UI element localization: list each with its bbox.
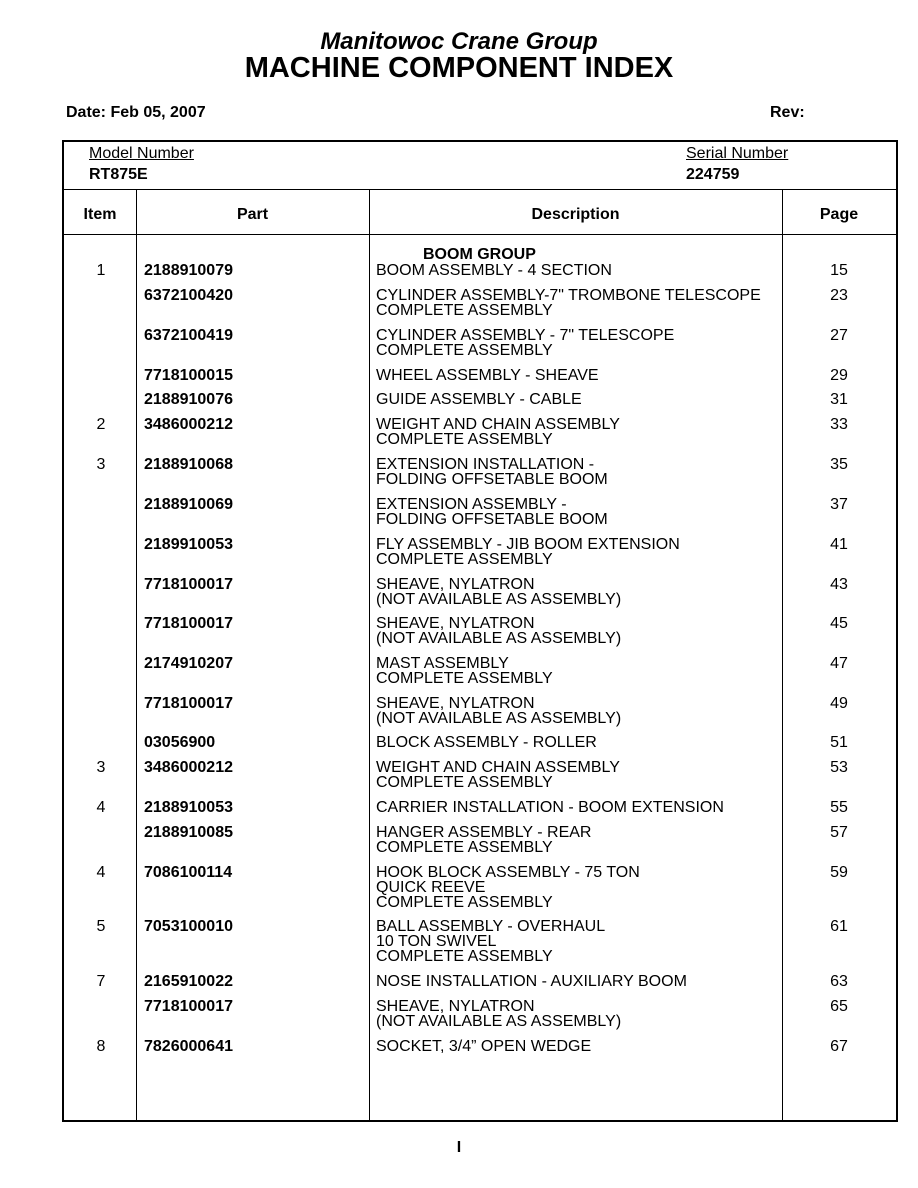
- row-description: [376, 825, 796, 855]
- model-number-label: Model Number: [89, 145, 194, 162]
- row-page-number: 15: [830, 262, 848, 279]
- row-page-number: 41: [830, 536, 848, 553]
- date-label: Date: Feb 05, 2007: [66, 104, 206, 121]
- model-number-value: RT875E: [89, 166, 148, 183]
- row-item-number: 1: [96, 262, 106, 279]
- row-description-line: EXTENSION INSTALLATION -: [376, 456, 595, 473]
- row-description: [376, 368, 796, 383]
- row-description: [376, 1039, 796, 1054]
- page-number: I: [456, 1139, 462, 1156]
- row-part-number: 2188910053: [144, 799, 233, 816]
- row-description: [376, 577, 796, 607]
- row-part-number: 7718100017: [144, 695, 233, 712]
- row-description-line: COMPLETE ASSEMBLY: [376, 839, 553, 856]
- row-description-line: 10 TON SWIVEL: [376, 933, 497, 950]
- row-page-number: 49: [830, 695, 848, 712]
- row-description-line: SHEAVE, NYLATRON: [376, 998, 535, 1015]
- serial-number-value: 224759: [686, 166, 740, 183]
- row-description: [376, 999, 796, 1029]
- row-page-number: 47: [830, 655, 848, 672]
- column-header-description: Description: [531, 206, 620, 223]
- row-part-number: 7053100010: [144, 918, 233, 935]
- row-page-number: 27: [830, 327, 848, 344]
- row-description-line: EXTENSION ASSEMBLY -: [376, 496, 567, 513]
- row-part-number: 2188910069: [144, 496, 233, 513]
- row-description-line: COMPLETE ASSEMBLY: [376, 551, 553, 568]
- row-description-line: FOLDING OFFSETABLE BOOM: [376, 471, 608, 488]
- row-description-line: WEIGHT AND CHAIN ASSEMBLY: [376, 416, 620, 433]
- column-header-page: Page: [819, 206, 859, 223]
- row-item-number: 2: [96, 416, 106, 433]
- row-description: [376, 616, 796, 646]
- column-divider: [369, 189, 370, 1120]
- row-part-number: 2188910079: [144, 262, 233, 279]
- row-part-number: 7718100017: [144, 576, 233, 593]
- row-description-line: SHEAVE, NYLATRON: [376, 576, 535, 593]
- row-description-line: COMPLETE ASSEMBLY: [376, 342, 553, 359]
- row-description-line: MAST ASSEMBLY: [376, 655, 509, 672]
- row-description-line: SHEAVE, NYLATRON: [376, 695, 535, 712]
- row-description-line: COMPLETE ASSEMBLY: [376, 948, 553, 965]
- row-item-number: 4: [96, 799, 106, 816]
- row-description-line: CYLINDER ASSEMBLY-7" TROMBONE TELESCOPE: [376, 287, 761, 304]
- row-description-line: HOOK BLOCK ASSEMBLY - 75 TON: [376, 864, 640, 881]
- row-description-line: BLOCK ASSEMBLY - ROLLER: [376, 734, 597, 751]
- row-description: [376, 735, 796, 750]
- row-description: [376, 328, 796, 358]
- row-part-number: 6372100420: [144, 287, 233, 304]
- row-description-line: CYLINDER ASSEMBLY - 7" TELESCOPE: [376, 327, 675, 344]
- row-page-number: 67: [830, 1038, 848, 1055]
- row-description-line: BALL ASSEMBLY - OVERHAUL: [376, 918, 606, 935]
- row-page-number: 23: [830, 287, 848, 304]
- row-description-line: (NOT AVAILABLE AS ASSEMBLY): [376, 1013, 622, 1030]
- row-part-number: 2189910053: [144, 536, 233, 553]
- row-part-number: 7718100017: [144, 615, 233, 632]
- row-part-number: 03056900: [144, 734, 216, 751]
- row-description-line: QUICK REEVE: [376, 879, 486, 896]
- row-description: [376, 537, 796, 567]
- column-header-part: Part: [236, 206, 269, 223]
- row-description-line: GUIDE ASSEMBLY - CABLE: [376, 391, 582, 408]
- row-description: [376, 457, 796, 487]
- model-divider: [64, 189, 896, 190]
- row-part-number: 7086100114: [144, 864, 233, 881]
- row-description: [376, 656, 796, 686]
- row-item-number: 7: [96, 973, 106, 990]
- company-name: Manitowoc Crane Group: [320, 28, 598, 55]
- row-description: [376, 263, 796, 278]
- row-description: [376, 288, 796, 318]
- row-part-number: 3486000212: [144, 759, 233, 776]
- row-item-number: 5: [96, 918, 106, 935]
- row-description-line: SHEAVE, NYLATRON: [376, 615, 535, 632]
- serial-number-label: Serial Number: [686, 145, 789, 162]
- row-page-number: 65: [830, 998, 848, 1015]
- row-description-line: WHEEL ASSEMBLY - SHEAVE: [376, 367, 599, 384]
- row-description: [376, 800, 796, 815]
- row-page-number: 63: [830, 973, 848, 990]
- row-description-line: FOLDING OFFSETABLE BOOM: [376, 511, 608, 528]
- row-part-number: 2174910207: [144, 655, 233, 672]
- group-title: BOOM GROUP: [423, 246, 536, 263]
- row-part-number: 7718100017: [144, 998, 233, 1015]
- row-page-number: 33: [830, 416, 848, 433]
- row-description-line: WEIGHT AND CHAIN ASSEMBLY: [376, 759, 620, 776]
- row-description: [376, 497, 796, 527]
- row-page-number: 55: [830, 799, 848, 816]
- header-divider: [64, 234, 896, 235]
- row-description-line: CARRIER INSTALLATION - BOOM EXTENSION: [376, 799, 724, 816]
- row-description: [376, 974, 796, 989]
- row-page-number: 29: [830, 367, 848, 384]
- row-item-number: 3: [96, 456, 106, 473]
- row-description: [376, 865, 796, 910]
- row-page-number: 43: [830, 576, 848, 593]
- row-description: [376, 919, 796, 964]
- row-part-number: 2188910076: [144, 391, 233, 408]
- document-title: MACHINE COMPONENT INDEX: [244, 52, 674, 84]
- row-part-number: 2188910068: [144, 456, 233, 473]
- row-description-line: (NOT AVAILABLE AS ASSEMBLY): [376, 591, 622, 608]
- row-description-line: COMPLETE ASSEMBLY: [376, 894, 553, 911]
- row-item-number: 8: [96, 1038, 106, 1055]
- row-description-line: HANGER ASSEMBLY - REAR: [376, 824, 592, 841]
- row-description-line: SOCKET, 3/4” OPEN WEDGE: [376, 1038, 592, 1055]
- row-description: [376, 417, 796, 447]
- row-part-number: 6372100419: [144, 327, 233, 344]
- row-item-number: 3: [96, 759, 106, 776]
- row-description: [376, 760, 796, 790]
- row-description-line: COMPLETE ASSEMBLY: [376, 302, 553, 319]
- column-header-item: Item: [83, 206, 117, 223]
- row-page-number: 53: [830, 759, 848, 776]
- row-description-line: BOOM ASSEMBLY - 4 SECTION: [376, 262, 612, 279]
- row-part-number: 2188910085: [144, 824, 233, 841]
- row-page-number: 35: [830, 456, 848, 473]
- row-page-number: 45: [830, 615, 848, 632]
- row-page-number: 61: [830, 918, 848, 935]
- row-description-line: COMPLETE ASSEMBLY: [376, 431, 553, 448]
- row-description-line: COMPLETE ASSEMBLY: [376, 670, 553, 687]
- row-item-number: 4: [96, 864, 106, 881]
- row-description-line: FLY ASSEMBLY - JIB BOOM EXTENSION: [376, 536, 680, 553]
- row-page-number: 31: [830, 391, 848, 408]
- row-page-number: 59: [830, 864, 848, 881]
- row-description-line: NOSE INSTALLATION - AUXILIARY BOOM: [376, 973, 687, 990]
- rev-label: Rev:: [770, 104, 805, 121]
- row-part-number: 7718100015: [144, 367, 233, 384]
- row-part-number: 3486000212: [144, 416, 233, 433]
- row-description-line: COMPLETE ASSEMBLY: [376, 774, 553, 791]
- component-index-table: [62, 140, 898, 1122]
- row-part-number: 7826000641: [144, 1038, 233, 1055]
- row-page-number: 37: [830, 496, 848, 513]
- row-page-number: 51: [830, 734, 848, 751]
- row-part-number: 2165910022: [144, 973, 233, 990]
- row-page-number: 57: [830, 824, 848, 841]
- row-description-line: (NOT AVAILABLE AS ASSEMBLY): [376, 710, 622, 727]
- row-description: [376, 696, 796, 726]
- row-description-line: (NOT AVAILABLE AS ASSEMBLY): [376, 630, 622, 647]
- row-description: [376, 392, 796, 407]
